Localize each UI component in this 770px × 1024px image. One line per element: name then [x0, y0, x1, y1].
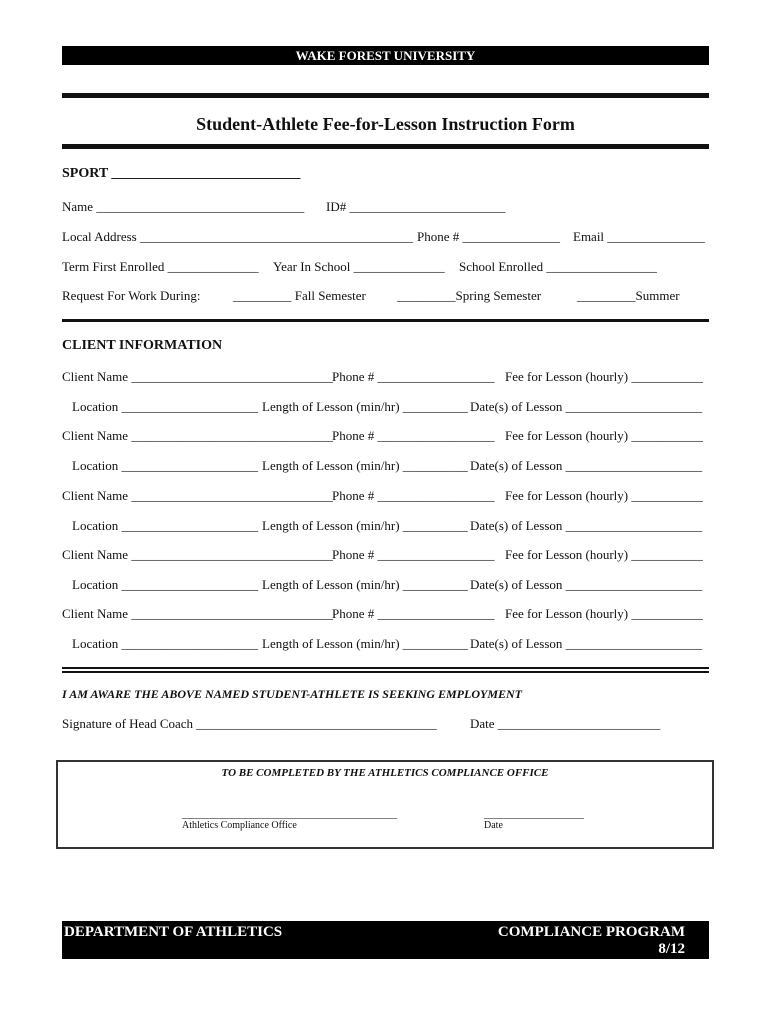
client-fee-field[interactable]: Fee for Lesson (hourly) ___________: [505, 488, 703, 503]
client-length-field[interactable]: Length of Lesson (min/hr) __________: [262, 518, 468, 533]
version-label: 8/12: [658, 941, 685, 957]
client-length-field[interactable]: Length of Lesson (min/hr) __________: [262, 458, 468, 473]
program-block: [498, 924, 685, 958]
client-fee-field[interactable]: Fee for Lesson (hourly) ___________: [505, 547, 703, 562]
double-rule-top: [62, 667, 709, 669]
client-name-field[interactable]: Client Name _______________________________: [62, 547, 333, 562]
request-label: Request For Work During:: [62, 288, 201, 303]
awareness-statement: I AM AWARE THE ABOVE NAMED STUDENT-ATHLETE IS SEEKING EMPLOYMENT: [62, 687, 522, 701]
client-length-field[interactable]: Length of Lesson (min/hr) __________: [262, 577, 468, 592]
footer-bar: [62, 921, 709, 959]
name-field[interactable]: Name ________________________________: [62, 199, 305, 214]
form-title: Student-Athlete Fee-for-Lesson Instruction Form: [196, 114, 575, 134]
coach-date-field[interactable]: Date _________________________: [470, 716, 661, 731]
compliance-date-label: Date: [484, 820, 503, 831]
local-address-field[interactable]: Local Address __________________________________________: [62, 229, 413, 244]
year-in-school-field[interactable]: Year In School ______________: [273, 259, 445, 274]
compliance-office-signature-line[interactable]: ___________________________________________: [182, 809, 397, 820]
header-divider: [62, 93, 709, 98]
client-location-field[interactable]: Location _____________________: [72, 577, 258, 592]
department-label: DEPARTMENT OF ATHLETICS: [64, 924, 283, 940]
client-name-field[interactable]: Client Name _______________________________: [62, 369, 333, 384]
id-field[interactable]: ID# ________________________: [326, 199, 506, 214]
email-field[interactable]: Email _______________: [573, 229, 705, 244]
compliance-office-box: [56, 760, 714, 849]
school-enrolled-field[interactable]: School Enrolled _________________: [459, 259, 657, 274]
client-location-field[interactable]: Location _____________________: [72, 458, 258, 473]
client-phone-field[interactable]: Phone # __________________: [332, 428, 495, 443]
client-location-field[interactable]: Location _____________________: [72, 518, 258, 533]
client-dates-field[interactable]: Date(s) of Lesson _____________________: [470, 399, 703, 414]
head-coach-signature-field[interactable]: Signature of Head Coach _____________________________________: [62, 716, 437, 731]
sport-field[interactable]: SPORT ___________________________: [62, 166, 301, 181]
client-phone-field[interactable]: Phone # __________________: [332, 606, 495, 621]
client-length-field[interactable]: Length of Lesson (min/hr) __________: [262, 399, 468, 414]
client-phone-field[interactable]: Phone # __________________: [332, 547, 495, 562]
compliance-office-label: Athletics Compliance Office: [182, 820, 297, 831]
client-dates-field[interactable]: Date(s) of Lesson _____________________: [470, 518, 703, 533]
section-divider: [62, 319, 709, 322]
client-phone-field[interactable]: Phone # __________________: [332, 369, 495, 384]
client-dates-field[interactable]: Date(s) of Lesson _____________________: [470, 577, 703, 592]
spring-semester-option[interactable]: _________Spring Semester: [397, 288, 542, 303]
client-fee-field[interactable]: Fee for Lesson (hourly) ___________: [505, 369, 703, 384]
program-label: COMPLIANCE PROGRAM: [497, 924, 685, 940]
client-location-field[interactable]: Location _____________________: [72, 636, 258, 651]
term-first-enrolled-field[interactable]: Term First Enrolled ______________: [62, 259, 259, 274]
title-divider: [62, 144, 709, 149]
university-banner: WAKE FOREST UNIVERSITY: [62, 46, 709, 65]
client-fee-field[interactable]: Fee for Lesson (hourly) ___________: [505, 606, 703, 621]
client-info-heading: CLIENT INFORMATION: [62, 338, 223, 353]
client-location-field[interactable]: Location _____________________: [72, 399, 258, 414]
client-fee-field[interactable]: Fee for Lesson (hourly) ___________: [505, 428, 703, 443]
client-dates-field[interactable]: Date(s) of Lesson _____________________: [470, 458, 703, 473]
client-name-field[interactable]: Client Name _______________________________: [62, 606, 333, 621]
client-name-field[interactable]: Client Name _______________________________: [62, 488, 333, 503]
double-rule-bottom: [62, 671, 709, 673]
client-name-field[interactable]: Client Name _______________________________: [62, 428, 333, 443]
client-dates-field[interactable]: Date(s) of Lesson _____________________: [470, 636, 703, 651]
compliance-box-heading: TO BE COMPLETED BY THE ATHLETICS COMPLIANCE OFFICE: [221, 767, 549, 779]
fall-semester-option[interactable]: _________ Fall Semester: [233, 288, 366, 303]
client-length-field[interactable]: Length of Lesson (min/hr) __________: [262, 636, 468, 651]
client-phone-field[interactable]: Phone # __________________: [332, 488, 495, 503]
compliance-date-line[interactable]: ____________________: [484, 809, 584, 820]
summer-option[interactable]: _________Summer: [577, 288, 680, 303]
student-phone-field[interactable]: Phone # _______________: [417, 229, 560, 244]
